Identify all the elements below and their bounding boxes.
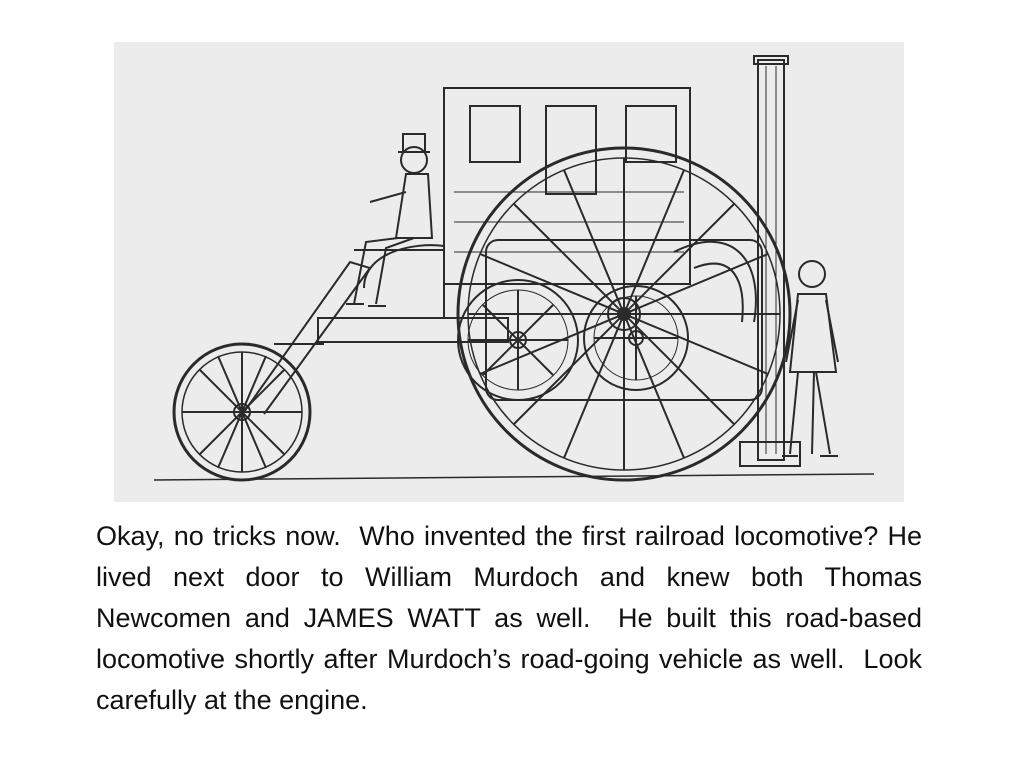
small-front-wheel: [174, 344, 310, 480]
slide-caption: Okay, no tricks now. Who invented the first railroad locomotive? He lived next door to William Murdoch and knew both Thomas Newcomen and JAMES WATT as well. He built this road-based locomotive shortly after Murdoch’s road-going vehicle as well. Look carefully at the engine.: [96, 521, 930, 715]
steam-carriage-illustration: [114, 42, 904, 502]
large-rear-wheel: [458, 148, 790, 480]
standing-man-figure: [782, 261, 838, 456]
steam-carriage-drawing: [114, 42, 904, 502]
